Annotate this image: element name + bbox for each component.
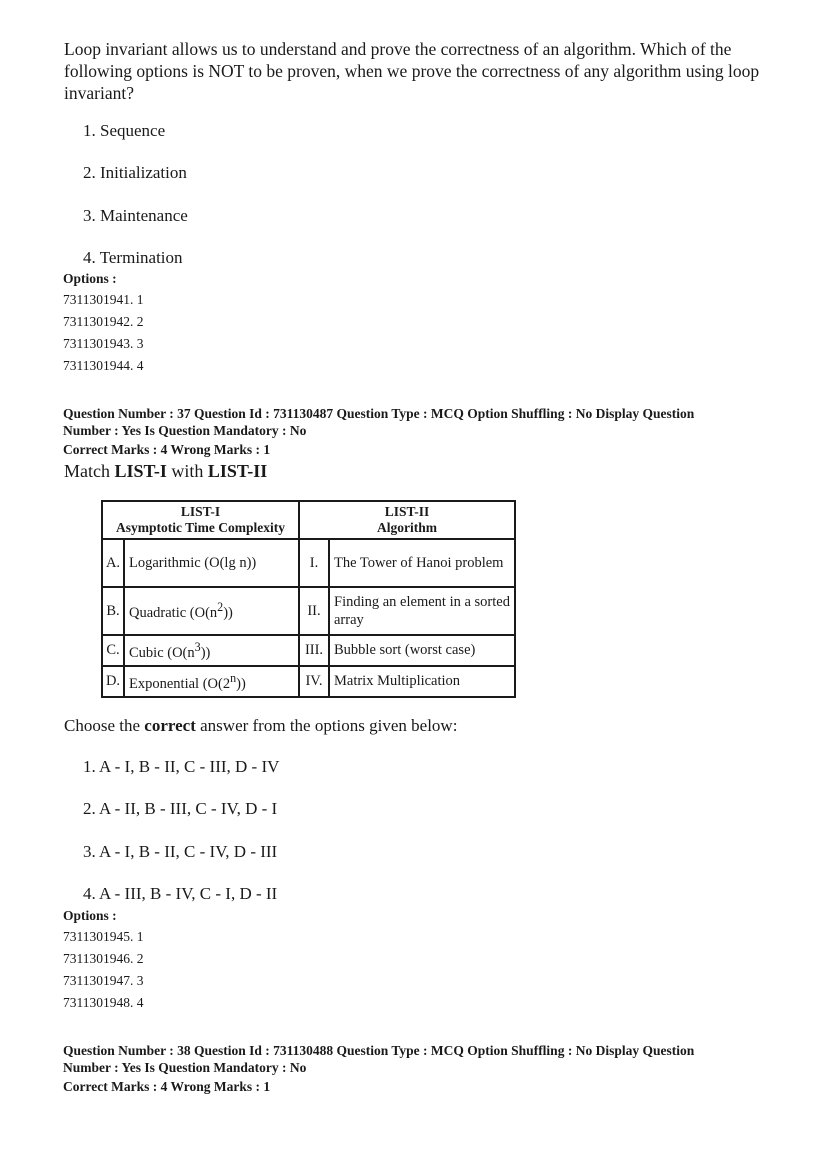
match-table-header bbox=[102, 501, 515, 539]
list-1-subtitle: Asymptotic Time Complexity bbox=[116, 520, 285, 535]
q38-meta-line-2: Number : Yes Is Question Mandatory : No bbox=[63, 1060, 307, 1075]
row-b-rkey: II. bbox=[299, 587, 329, 635]
q36-item-2: 2. Initialization bbox=[83, 163, 187, 182]
q37-meta-line-2: Number : Yes Is Question Mandatory : No bbox=[63, 423, 307, 438]
q36-options-label: Options : bbox=[63, 271, 117, 286]
table-row bbox=[102, 666, 515, 697]
q37-option-1: 7311301945. 1 bbox=[63, 929, 144, 944]
q37-item-1: 1. A - I, B - II, C - III, D - IV bbox=[83, 757, 280, 776]
row-c-left-text: Cubic (O(n bbox=[129, 644, 195, 661]
q37-option-3: 7311301947. 3 bbox=[63, 973, 144, 988]
row-d-right: Matrix Multiplication bbox=[329, 666, 515, 697]
q37-item-2: 2. A - II, B - III, C - IV, D - I bbox=[83, 799, 278, 818]
choose-bold: correct bbox=[144, 716, 196, 735]
q36-item-4: 4. Termination bbox=[83, 248, 183, 267]
table-row bbox=[102, 635, 515, 666]
row-d-left bbox=[124, 666, 299, 697]
q36-item-1: 1. Sequence bbox=[83, 121, 166, 140]
q36-option-4: 7311301944. 4 bbox=[63, 358, 144, 373]
q38-meta-line-1: Question Number : 38 Question Id : 731130488 Question Type : MCQ Option Shuffling : No Display Question bbox=[63, 1043, 695, 1058]
q37-match-heading bbox=[64, 461, 267, 482]
row-d-key: D. bbox=[102, 666, 124, 697]
row-c-key: C. bbox=[102, 635, 124, 666]
q36-option-1: 7311301941. 1 bbox=[63, 292, 144, 307]
row-c-left bbox=[124, 635, 299, 666]
list-1-title: LIST-I bbox=[180, 504, 221, 519]
list-2-subtitle: Algorithm bbox=[377, 520, 437, 535]
match-table bbox=[101, 500, 516, 698]
q38-meta bbox=[63, 1042, 783, 1095]
row-d-left-text: Exponential (O(2 bbox=[129, 675, 231, 692]
row-a-rkey: I. bbox=[299, 539, 329, 587]
q37-meta bbox=[63, 405, 783, 458]
match-with: with bbox=[166, 461, 208, 481]
q37-item-3: 3. A - I, B - II, C - IV, D - III bbox=[83, 842, 278, 861]
match-list-1: LIST-I bbox=[114, 461, 167, 481]
q37-marks: Correct Marks : 4 Wrong Marks : 1 bbox=[63, 442, 271, 457]
table-row bbox=[102, 587, 515, 635]
row-d-left-sup: n bbox=[230, 670, 237, 685]
row-d-rkey: IV. bbox=[299, 666, 329, 697]
q37-option-4: 7311301948. 4 bbox=[63, 995, 144, 1010]
row-b-left-text: Quadratic (O(n bbox=[129, 604, 218, 621]
q37-choose-instruction bbox=[64, 716, 457, 736]
row-a-left: Logarithmic (O(lg n)) bbox=[124, 539, 299, 587]
q37-item-4: 4. A - III, B - IV, C - I, D - II bbox=[83, 884, 278, 903]
match-list-2: LIST-II bbox=[207, 461, 268, 481]
row-b-key: B. bbox=[102, 587, 124, 635]
choose-post: answer from the options given below: bbox=[195, 716, 458, 735]
row-b-left-end: )) bbox=[223, 604, 233, 621]
row-b-left-sup: 2 bbox=[217, 600, 224, 615]
q37-option-2: 7311301946. 2 bbox=[63, 951, 144, 966]
row-c-right: Bubble sort (worst case) bbox=[329, 635, 515, 666]
row-c-left-sup: 3 bbox=[194, 639, 201, 654]
row-b-right: Finding an element in a sorted array bbox=[329, 587, 515, 635]
row-d-left-end: )) bbox=[236, 675, 246, 692]
table-row bbox=[102, 539, 515, 587]
match-prefix: Match bbox=[64, 461, 115, 481]
q38-marks: Correct Marks : 4 Wrong Marks : 1 bbox=[63, 1079, 271, 1094]
list-2-header bbox=[299, 501, 515, 539]
row-a-right: The Tower of Hanoi problem bbox=[329, 539, 515, 587]
q36-item-3: 3. Maintenance bbox=[83, 206, 188, 225]
row-a-key: A. bbox=[102, 539, 124, 587]
row-b-left bbox=[124, 587, 299, 635]
q36-option-3: 7311301943. 3 bbox=[63, 336, 144, 351]
q36-option-2: 7311301942. 2 bbox=[63, 314, 144, 329]
list-2-title: LIST-II bbox=[384, 504, 430, 519]
q37-meta-line-1: Question Number : 37 Question Id : 731130487 Question Type : MCQ Option Shuffling : No Display Question bbox=[63, 406, 695, 421]
q37-options-label: Options : bbox=[63, 908, 117, 923]
row-c-left-end: )) bbox=[200, 644, 211, 661]
list-1-header bbox=[102, 501, 299, 539]
row-c-rkey: III. bbox=[299, 635, 329, 666]
choose-pre: Choose the bbox=[64, 716, 145, 735]
question-36-text: Loop invariant allows us to understand and prove the correctness of an algorithm. Which of the following options is NOT to be proven, when we prove the correctness of any algorithm using loop invariant? bbox=[64, 39, 760, 103]
